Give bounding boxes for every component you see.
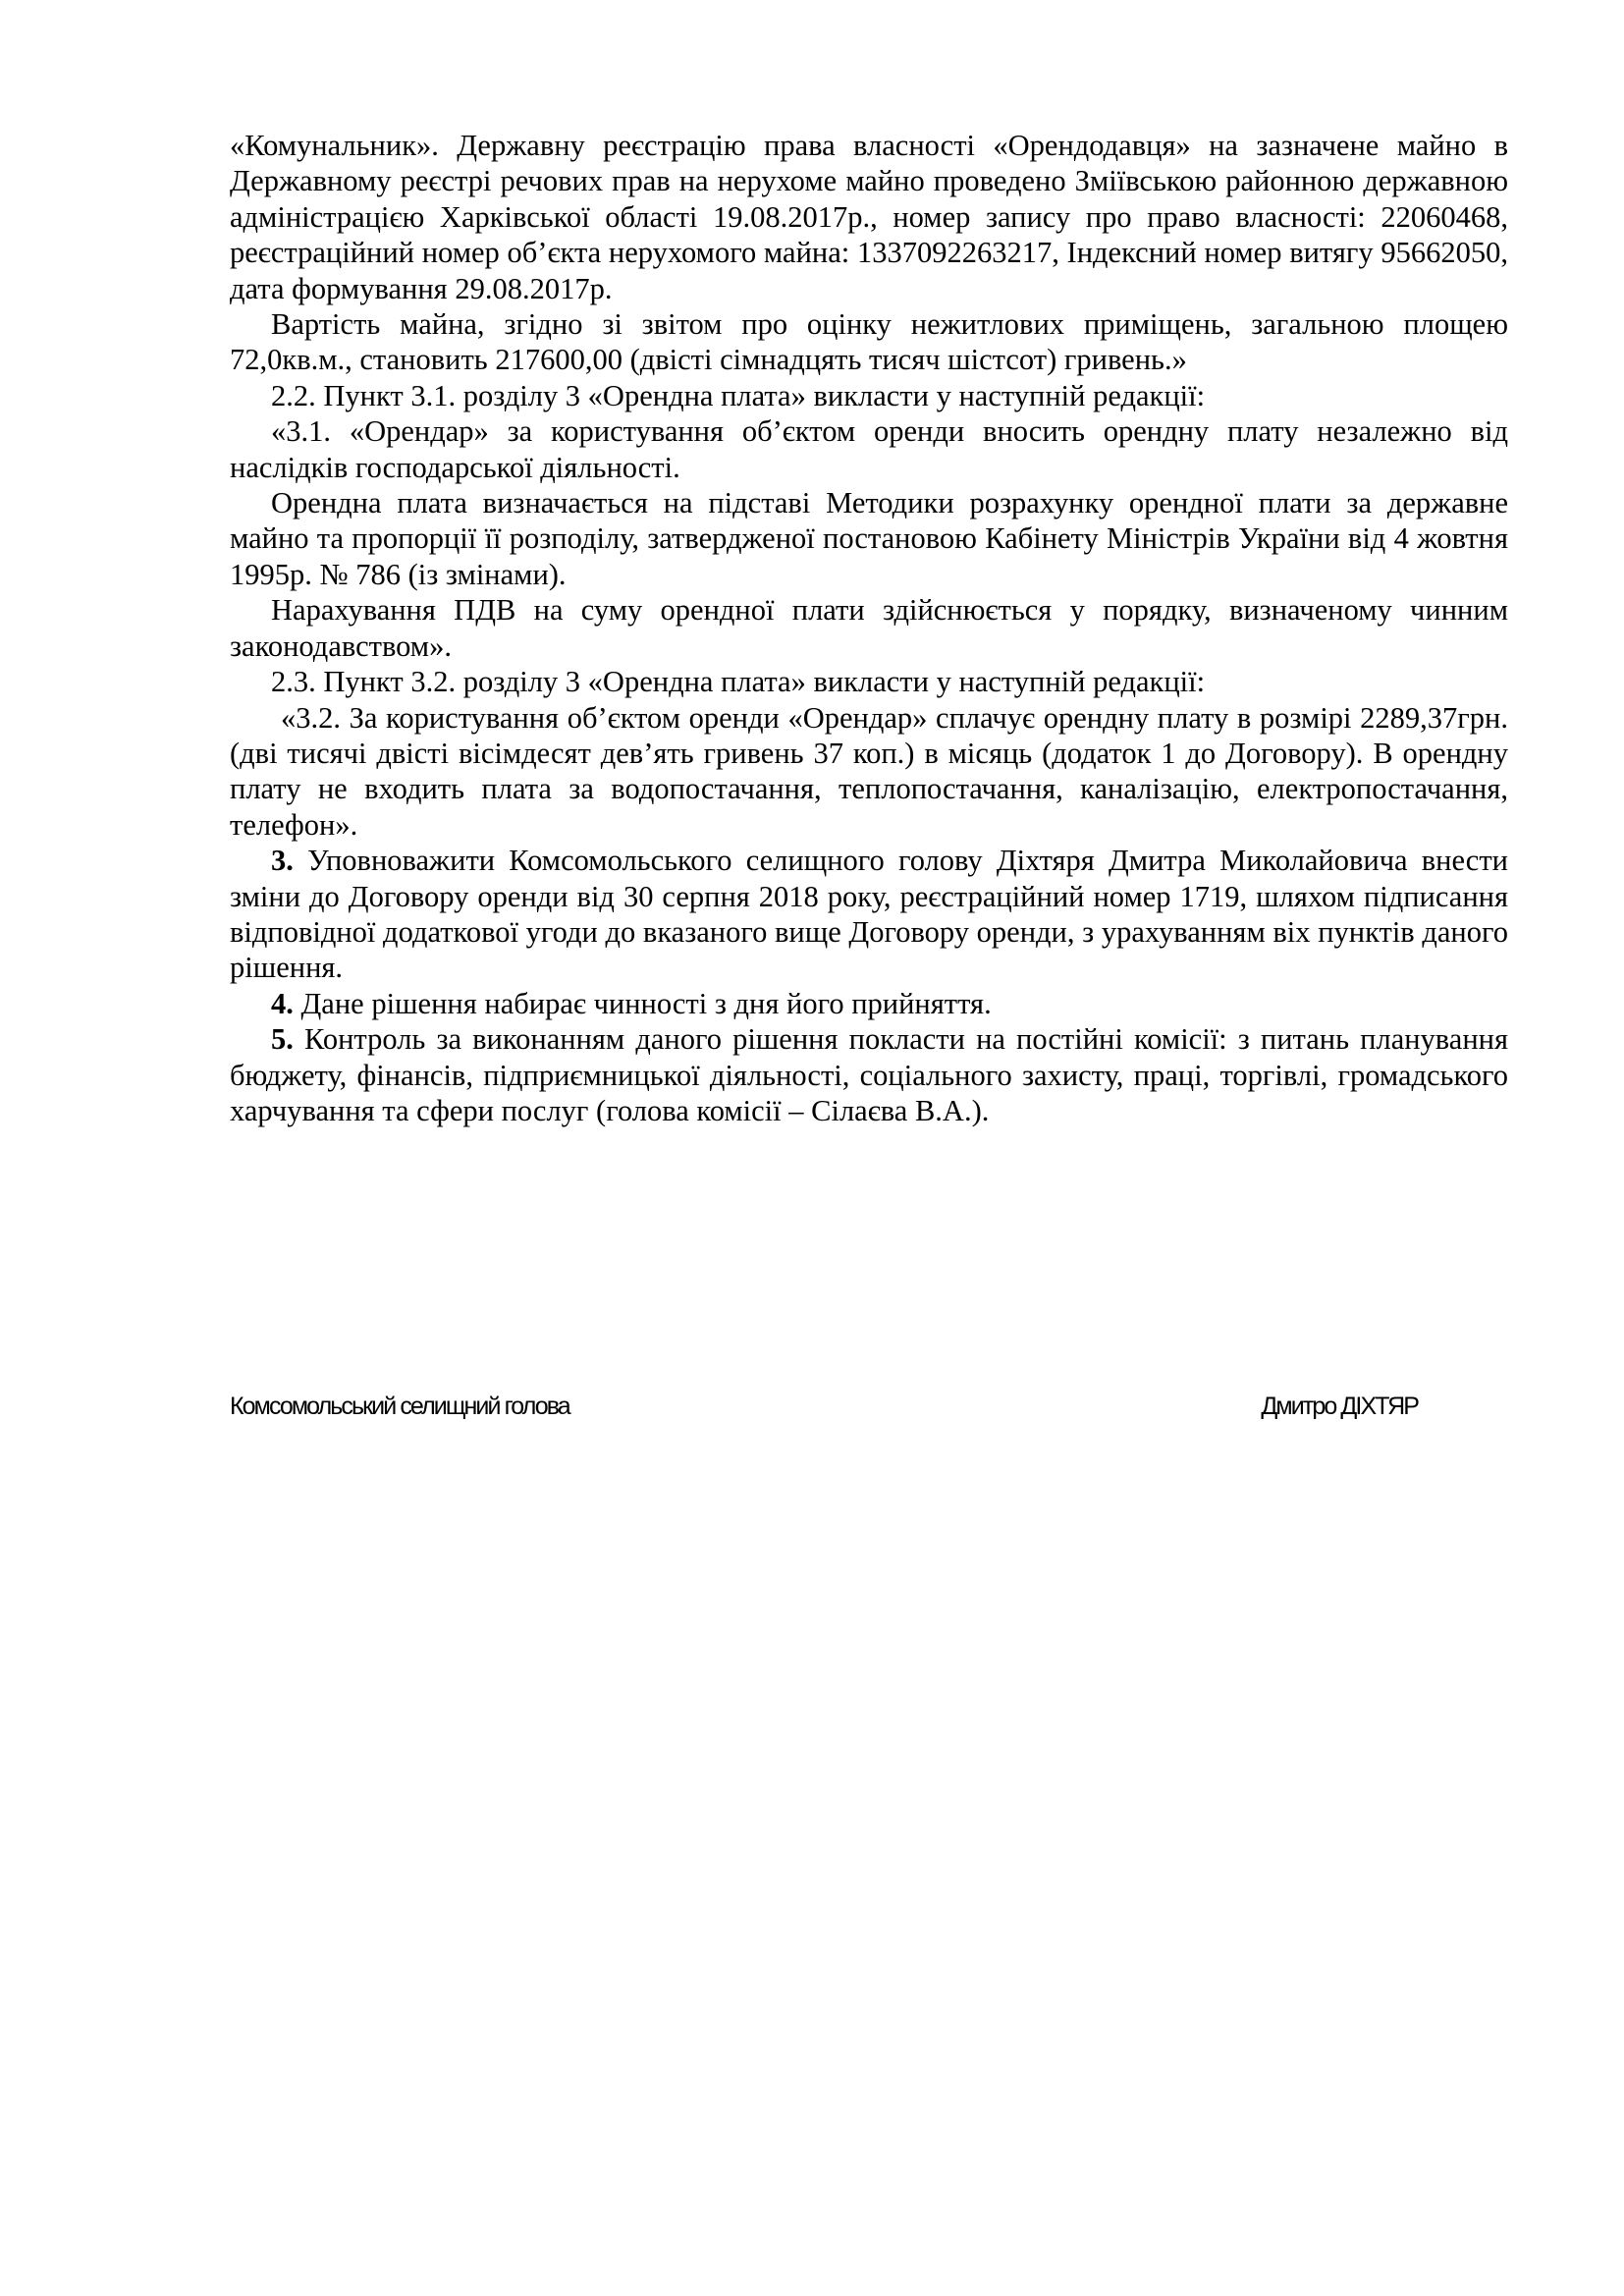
paragraph-property-registration: «Комунальник». Державну реєстрацію права власності «Орендодавця» на зазначене майно в Державному реєстрі речових прав на нерухоме майно проведено Зміївською районною державною адміністрацією Харківської області 19.08.2017р., номер запису про право власності: 22060468, реєстраційний номер об’єкта нерухомого майна: 1337092263217, Індексний номер витягу 95662050, дата формування 29.08.2017р. xyxy=(230,129,1508,305)
paragraph-rent-methodology: Орендна плата визначається на підставі Методики розрахунку орендної плати за державне майно та пропорції її розподілу, затвердженої постановою Кабінету Міністрів України від 4 жовтня 1995р. № 786 (із змінами). xyxy=(230,486,1508,591)
paragraph-item-2-3: 2.3. Пункт 3.2. розділу 3 «Орендна плата» викласти у наступній редакції: xyxy=(271,665,1206,699)
item-number: 4. xyxy=(271,986,294,1020)
paragraph-vat: Нарахування ПДВ на суму орендної плати здійснюється у порядку, визначеному чинним законодавством». xyxy=(230,593,1508,663)
document-body xyxy=(230,128,1508,1128)
paragraph-item-3 xyxy=(230,843,1508,986)
signatory-name: Дмитро ДІХТЯР xyxy=(1261,1393,1418,1420)
signatory-position: Комсомольський селищний голова xyxy=(230,1393,569,1420)
item-text: Уповноважити Комсомольського селищного голову Діхтяря Дмитра Миколайовича внести зміни до Договору оренди від 30 серпня 2018 року, реєстраційний номер 1719, шляхом підписання відповідної додаткової угоди до вказаного вище Договору оренди, з урахуванням віх пунктів даного рішення. xyxy=(230,844,1508,985)
paragraph-clause-3-1: «3.1. «Орендар» за користування об’єктом оренди вносить орендну плату незалежно від наслідків господарської діяльності. xyxy=(230,414,1508,484)
paragraph-clause-3-2: «3.2. За користування об’єктом оренди «Орендар» сплачує орендну плату в розмірі 2289,37грн. (дві тисячі двісті вісімдесят дев’ять гривень 37 коп.) в місяць (додаток 1 до Договору). В орендну плату не входить плата за водопостачання, теплопостачання, каналізацію, електропостачання, телефон». xyxy=(230,700,1508,842)
paragraph-property-value: Вартість майна, згідно зі звітом про оцінку нежитлових приміщень, загальною площею 72,0кв.м., становить 217600,00 (двісті сімнадцять тисяч шістсот) гривень.» xyxy=(230,307,1508,377)
signature-block xyxy=(230,1393,1418,1432)
paragraph-item-2-2: 2.2. Пункт 3.1. розділу 3 «Орендна плата» викласти у наступній редакції: xyxy=(271,378,1206,412)
item-text: Дане рішення набирає чинності з дня його прийняття. xyxy=(300,986,992,1020)
item-text: Контроль за виконанням даного рішення покласти на постійні комісії: з питань планування бюджету, фінансів, підприємницької діяльності, соціального захисту, праці, торгівлі, громадського харчування та сфери послуг (голова комісії – Сілаєва В.А.). xyxy=(230,1022,1509,1127)
paragraph-item-5 xyxy=(230,1021,1508,1128)
paragraph-item-4 xyxy=(230,986,1508,1021)
item-number: 3. xyxy=(271,844,294,878)
item-number: 5. xyxy=(271,1022,294,1057)
